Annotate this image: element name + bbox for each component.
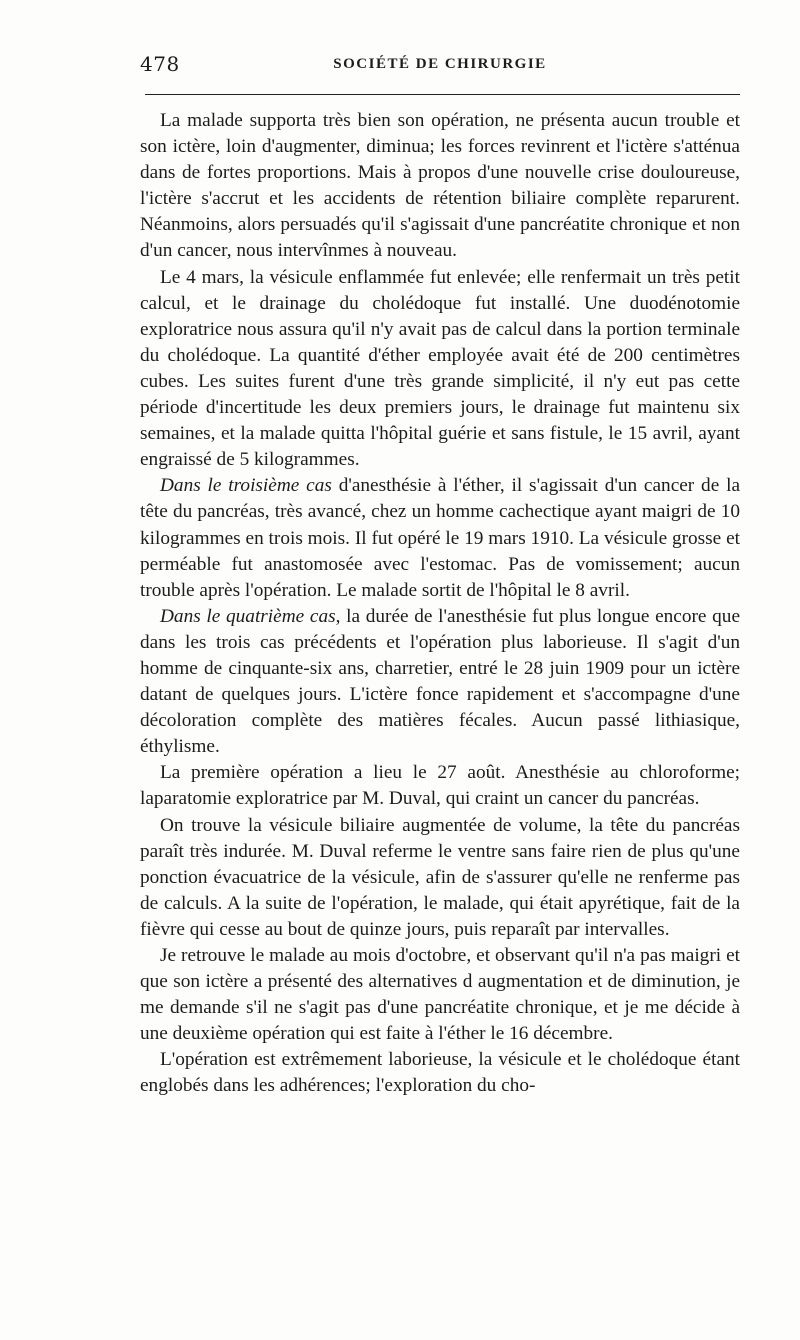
case-lead: Dans le quatrième cas bbox=[160, 605, 336, 627]
paragraph: L'opération est extrêmement laborieuse, la vésicule et le cholédoque étant englobés dans les adhérences; l'exploration du cho- bbox=[140, 1049, 740, 1097]
paragraph: La malade supporta très bien son opération, ne présenta aucun trouble et son ictère, loin d'augmenter, diminua; les forces revinrent et l'ictère s'atténua dans de fortes proportions. Mais à propos d'une nouvelle crise douloureuse, l'ictère s'accrut et les accidents de rétention biliaire complète reparurent. Néanmoins, alors persuadés qu'il s'agissait d'une pancréatite chronique et non d'un cancer, nous intervînmes à nouveau. bbox=[140, 110, 740, 262]
page-header bbox=[140, 52, 740, 80]
paragraph: Dans le troisième cas d'anesthésie à l'éther, il s'agissait d'un cancer de la tête du pancréas, très avancé, chez un homme cachectique ayant maigri de 10 kilogrammes en trois mois. Il fut opéré le 19 mars 1910. La vésicule grosse et perméable fut anastomosée avec l'estomac. Pas de vomissement; aucun trouble après l'opération. Le malade sortit de l'hôpital le 8 avril. bbox=[140, 475, 740, 601]
case-lead: Dans le troisième cas bbox=[160, 475, 332, 497]
paragraph: Le 4 mars, la vésicule enflammée fut enlevée; elle renfermait un très petit calcul, et le drainage du cholédoque fut installé. Une duodénotomie exploratrice nous assura qu'il n'y avait pas de calcul dans la portion terminale du cholédoque. La quantité d'éther employée avait été de 200 centimètres cubes. Les suites furent d'une très grande simplicité, il n'y eut pas cette période d'incertitude les deux premiers jours, le drainage fut maintenu six semaines, et la malade quitta l'hôpital guérie et sans fistule, le 15 avril, ayant engraissé de 5 kilogrammes. bbox=[140, 266, 740, 471]
paragraph: On trouve la vésicule biliaire augmentée de volume, la tête du pancréas paraît très indurée. M. Duval referme le ventre sans faire rien de plus qu'une ponction évacuatrice de la vésicule, afin de s'assurer qu'elle ne renferme pas de calculs. A la suite de l'opération, le malade, qui était apyrétique, fait de la fièvre qui cesse au bout de quinze jours, puis reparaît par intervalles. bbox=[140, 814, 740, 940]
paragraph: La première opération a lieu le 27 août. Anesthésie au chloroforme; laparatomie exploratrice par M. Duval, qui craint un cancer du pancréas. bbox=[140, 762, 740, 810]
header-rule bbox=[145, 94, 740, 95]
paragraph: Je retrouve le malade au mois d'octobre, et observant qu'il n'a pas maigri et que son ictère a présenté des alternatives d augmentation et de diminution, je me demande s'il ne s'agit pas d'une pancréatite chronique, et je me décide à une deuxième opération qui est faite à l'éther le 16 décembre. bbox=[140, 945, 740, 1045]
running-title: SOCIÉTÉ DE CHIRURGIE bbox=[333, 56, 547, 72]
body-text bbox=[140, 108, 740, 1100]
page-number: 478 bbox=[140, 52, 180, 76]
paragraph: Dans le quatrième cas, la durée de l'anesthésie fut plus longue encore que dans les trois cas précédents et l'opération plus laborieuse. Il s'agit d'un homme de cinquante-six ans, charretier, entré le 28 juin 1909 pour un ictère datant de quelques jours. L'ictère fonce rapidement et s'accompagne d'une décoloration complète des matières fécales. Aucun passé lithiasique, éthylisme. bbox=[140, 605, 741, 758]
